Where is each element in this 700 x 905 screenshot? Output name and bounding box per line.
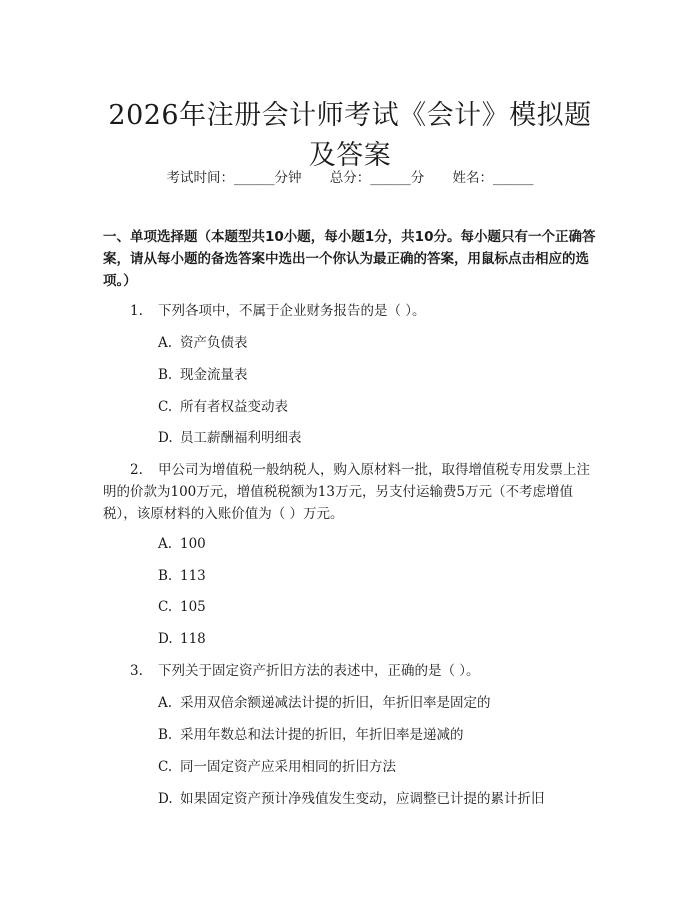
question-1-option-b[interactable] xyxy=(158,365,248,385)
option-letter: B. xyxy=(158,568,173,584)
question-1-option-a[interactable] xyxy=(158,333,248,353)
exam-time: 考试时间：______分钟 xyxy=(166,170,302,186)
exam-total-score: 总分：______分 xyxy=(329,170,425,186)
option-text: 资产负债表 xyxy=(180,335,248,351)
question-2-stem xyxy=(103,459,600,525)
section-heading: 一、单项选择题（本题型共10小题，每小题1分，共10分。每小题只有一个正确答案，请从每小题的备选答案中选出一个你认为最正确的答案，用鼠标点击相应的选项。） xyxy=(103,229,596,289)
question-2-option-b[interactable] xyxy=(158,566,206,586)
option-letter: B. xyxy=(158,727,173,743)
question-3-option-d[interactable] xyxy=(158,789,545,809)
question-3-option-a[interactable] xyxy=(158,693,491,713)
question-3-number: 3. xyxy=(130,663,143,679)
option-text: 员工薪酬福利明细表 xyxy=(180,430,302,446)
question-1-option-c[interactable] xyxy=(158,397,288,417)
option-text: 采用双倍余额递减法计提的折旧，年折旧率是固定的 xyxy=(180,695,491,711)
question-1-text: 下列各项中，不属于企业财务报告的是（ ）。 xyxy=(158,303,426,319)
option-letter: C. xyxy=(158,759,173,775)
option-letter: D. xyxy=(158,430,173,446)
option-letter: A. xyxy=(158,695,173,711)
option-letter: C. xyxy=(158,599,173,615)
question-2-option-c[interactable] xyxy=(158,597,206,617)
exam-info xyxy=(0,168,700,188)
question-1-number: 1. xyxy=(130,303,143,319)
option-letter: C. xyxy=(158,399,173,415)
question-1-option-d[interactable] xyxy=(158,428,302,448)
option-letter: B. xyxy=(158,367,173,383)
option-text: 采用年数总和法计提的折旧，年折旧率是递减的 xyxy=(180,727,464,743)
option-text: 100 xyxy=(180,536,206,552)
option-letter: D. xyxy=(158,631,173,647)
option-text: 105 xyxy=(180,599,206,615)
examinee-name: 姓名：______ xyxy=(452,170,534,186)
question-2-option-d[interactable] xyxy=(158,629,206,649)
option-text: 如果固定资产预计净残值发生变动，应调整已计提的累计折旧 xyxy=(180,791,545,807)
question-2-number: 2. xyxy=(130,462,143,478)
question-3-option-b[interactable] xyxy=(158,725,464,745)
option-text: 113 xyxy=(180,568,206,584)
option-letter: A. xyxy=(158,536,173,552)
option-text: 同一固定资产应采用相同的折旧方法 xyxy=(180,759,396,775)
question-2-option-a[interactable] xyxy=(158,534,206,554)
question-2-text: 甲公司为增值税一般纳税人，购入原材料一批，取得增值税专用发票上注明的价款为100万元，增值税税额为13万元，另支付运输费5万元（不考虑增值税），该原材料的入账价值为（ ）万元。 xyxy=(103,462,590,522)
document-title: 2026年注册会计师考试《会计》模拟题及答案 xyxy=(108,100,592,172)
option-text: 所有者权益变动表 xyxy=(180,399,288,415)
question-1-stem xyxy=(103,300,600,322)
question-3-text: 下列关于固定资产折旧方法的表述中，正确的是（ ）。 xyxy=(158,663,480,679)
option-text: 118 xyxy=(180,631,206,647)
option-letter: D. xyxy=(158,791,173,807)
question-3-option-c[interactable] xyxy=(158,757,396,777)
option-letter: A. xyxy=(158,335,173,351)
question-3-stem xyxy=(103,660,600,682)
option-text: 现金流量表 xyxy=(180,367,248,383)
